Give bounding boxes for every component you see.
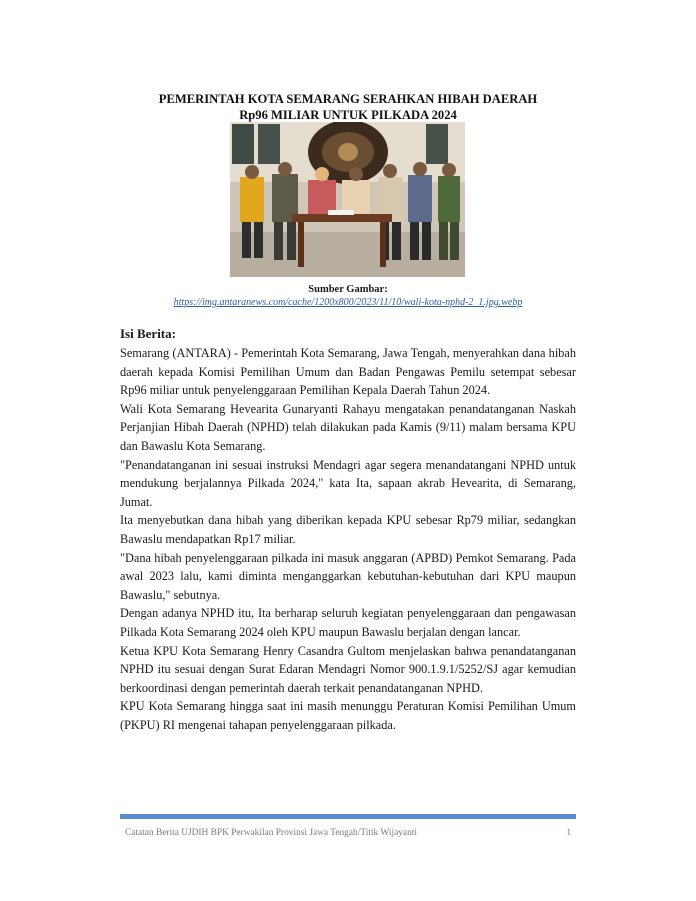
page-number: 1 (566, 828, 571, 838)
footer-text: Catatan Berita UJDIH BPK Perwakilan Provinsi Jawa Tengah/Titik Wijayanti (125, 828, 417, 838)
paragraph-8: KPU Kota Semarang hingga saat ini masih menunggu Peraturan Komisi Pemilihan Umum (PKPU) RI mengenai tahapan penyelenggaraan pilkada. (120, 699, 576, 732)
news-photo-illustration (230, 122, 465, 277)
paragraph-3: "Penandatanganan ini sesuai instruksi Mendagri agar segera menandatangani NPHD untuk mendukung berjalannya Pilkada 2024," kata Ita, sapaan akrab Hevearita, di Semarang, Jumat. (120, 457, 576, 509)
paragraph-4: Ita menyebutkan dana hibah yang diberikan kepada KPU sebesar Rp79 miliar, sedangkan Bawaslu mendapatkan Rp17 miliar. (120, 513, 576, 546)
caption-label: Sumber Gambar: (308, 284, 388, 295)
image-caption (120, 283, 576, 309)
paragraph-6: Dengan adanya NPHD itu, Ita berharap seluruh kegiatan penyelenggaraan dan pengawasan Pilkada Kota Semarang 2024 oleh KPU maupun Bawaslu berjalan dengan lancar. (120, 606, 576, 639)
article-body (120, 324, 576, 734)
news-photo (230, 122, 465, 277)
document-title (120, 91, 576, 123)
paragraph-2: Wali Kota Semarang Hevearita Gunaryanti Rahayu mengatakan penandatanganan Naskah Perjanjian Hibah Daerah (NPHD) telah dilakukan pada Kamis (9/11) malam bersama KPU dan Bawaslu Kota Semarang. (120, 401, 576, 453)
paragraph-1: Semarang (ANTARA) - Pemerintah Kota Semarang, Jawa Tengah, menyerahkan dana hibah daerah kepada Komisi Pemilihan Umum dan Badan Pengawas Pemilu setempat sebesar Rp96 miliar untuk penyelenggaraan Pemilihan Kepala Daerah Tahun 2024. (120, 346, 576, 398)
paragraph-7: Ketua KPU Kota Semarang Henry Casandra Gultom menjelaskan bahwa penandatanganan NPHD itu sesuai dengan Surat Edaran Mendagri Nomor 900.1.9.1/5252/SJ agar kemudian berkoordinasi dengan pemerintah daerah terkait penandatanganan NPHD. (120, 643, 576, 695)
source-link[interactable]: https://img.antaranews.com/cache/1200x800/2023/11/10/wali-kota-nphd-2_1.jpg.webp (173, 297, 523, 308)
footer-divider (120, 814, 576, 819)
body-heading: Isi Berita: (120, 326, 176, 341)
title-line-2: Rp96 MILIAR UNTUK PILKADA 2024 (239, 108, 457, 122)
title-line-1: PEMERINTAH KOTA SEMARANG SERAHKAN HIBAH DAERAH (158, 92, 538, 106)
paragraph-5: "Dana hibah penyelenggaraan pilkada ini masuk anggaran (APBD) Pemkot Semarang. Pada awal 2023 lalu, kami diminta menganggarkan kebutuhan-kebutuhan dari KPU maupun Bawaslu," sebutnya. (120, 550, 576, 602)
page-footer (125, 828, 571, 838)
